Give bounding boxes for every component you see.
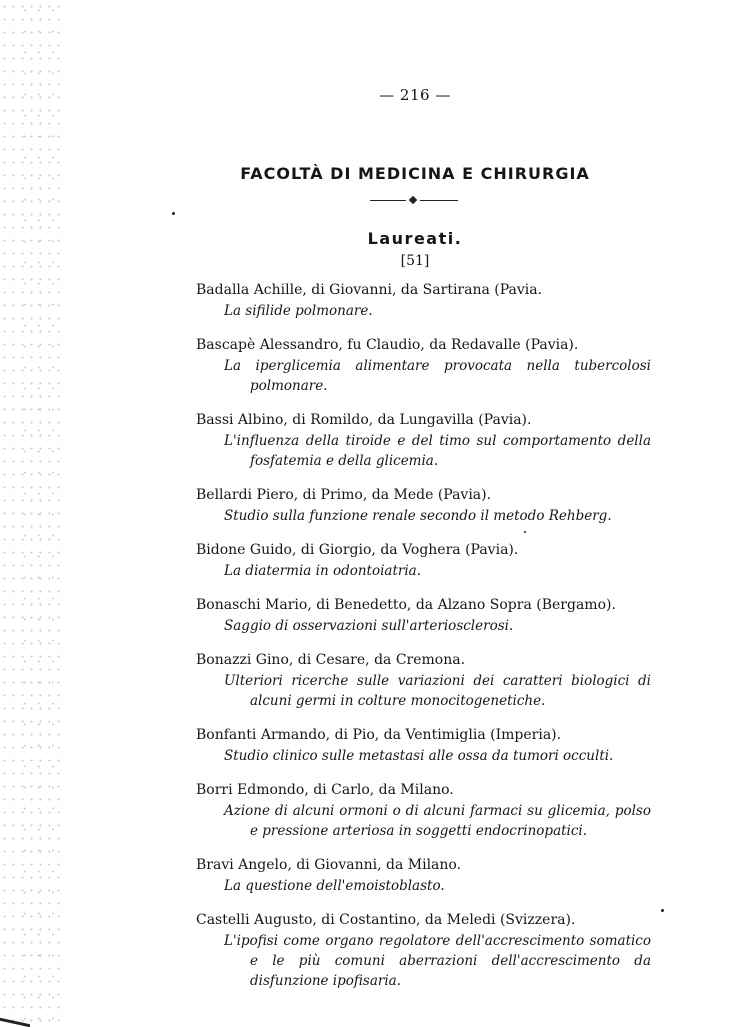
thesis-title: Studio sulla funzione renale secondo il metodo Rehberg.	[224, 508, 612, 524]
graduate-name: Bonaschi Mario, di Benedetto, da Alzano Sopra (Bergamo).	[196, 597, 616, 613]
graduate-name: Bellardi Piero, di Primo, da Mede (Pavia).	[196, 487, 492, 503]
ornament-divider	[370, 197, 458, 205]
thesis-title: Saggio di osservazioni sull'arteriosclerosi.	[224, 618, 514, 634]
thesis-title: La diatermia in odontoiatria.	[224, 563, 421, 579]
ornament-diamond-icon	[409, 196, 417, 204]
list-item	[196, 280, 651, 321]
list-item	[196, 335, 651, 396]
graduate-name: Bonazzi Gino, di Cesare, da Cremona.	[196, 652, 466, 668]
graduate-name: Badalla Achille, di Giovanni, da Sartirana (Pavia.	[196, 282, 543, 298]
thesis-title: L'influenza della tiroide e del timo sul comportamento della fosfatemia e della glicemia.	[224, 433, 651, 469]
thesis-title: Ulteriori ricerche sulle variazioni dei caratteri biologici di alcuni germi in colture monocitogenetiche.	[224, 673, 651, 709]
graduate-name: Bidone Guido, di Giorgio, da Voghera (Pavia).	[196, 542, 519, 558]
faculty-title: FACOLTÀ DI MEDICINA E CHIRURGIA	[240, 164, 590, 183]
ink-speck	[661, 909, 664, 912]
thesis-title: La sifilide polmonare.	[224, 303, 373, 319]
thesis-title: Studio clinico sulle metastasi alle ossa da tumori occulti.	[224, 748, 614, 764]
ink-speck	[524, 531, 526, 533]
graduate-count: [51]	[400, 253, 430, 269]
graduate-name: Bonfanti Armando, di Pio, da Ventimiglia (Imperia).	[196, 727, 562, 743]
graduate-name: Bravi Angelo, di Giovanni, da Milano.	[196, 857, 462, 873]
list-item	[196, 725, 651, 766]
section-title: Laureati.	[367, 229, 463, 248]
page-number: — 216 —	[379, 86, 451, 104]
list-item	[196, 855, 651, 896]
list-item	[196, 650, 651, 711]
graduate-name: Bassi Albino, di Romildo, da Lungavilla (Pavia).	[196, 412, 532, 428]
graduate-name: Castelli Augusto, di Costantino, da Meledi (Svizzera).	[196, 912, 576, 928]
scan-edge-noise-secondary	[18, 0, 60, 1024]
thesis-title: Azione di alcuni ormoni o di alcuni farmaci su glicemia, polso e pressione arteriosa in soggetti endocrinopatici.	[224, 803, 651, 839]
list-item	[196, 485, 651, 526]
thesis-title: L'ipofisi come organo regolatore dell'accrescimento somatico e le più comuni aberrazioni dell'accrescimento da disfunzione ipofisaria.	[224, 933, 651, 989]
list-item	[196, 910, 651, 991]
thesis-title: La iperglicemia alimentare provocata nella tubercolosi polmonare.	[224, 358, 651, 394]
graduate-list	[196, 280, 651, 1005]
list-item	[196, 540, 651, 581]
list-item	[196, 410, 651, 471]
list-item	[196, 595, 651, 636]
ink-speck	[172, 212, 175, 215]
graduate-name: Bascapè Alessandro, fu Claudio, da Redavalle (Pavia).	[196, 337, 579, 353]
thesis-title: La questione dell'emoistoblasto.	[224, 878, 445, 894]
graduate-name: Borri Edmondo, di Carlo, da Milano.	[196, 782, 454, 798]
list-item	[196, 780, 651, 841]
